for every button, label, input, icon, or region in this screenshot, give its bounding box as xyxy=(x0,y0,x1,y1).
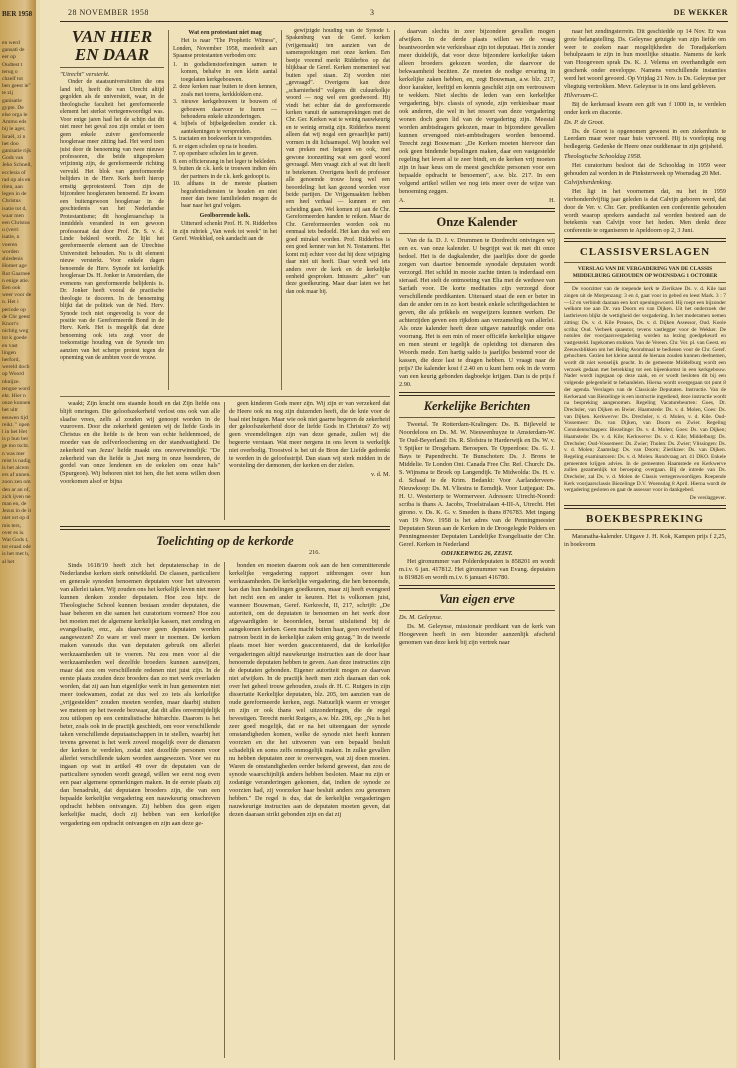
section-double-rule xyxy=(399,208,555,212)
list-item: 5. tractaten en boekwerken te verspreiden. xyxy=(173,136,273,143)
title-rule xyxy=(399,610,555,611)
kalender-heading: Onze Kalender xyxy=(436,215,518,229)
prohibition-list xyxy=(173,62,277,211)
classis-signature: De verslaggever. xyxy=(689,495,726,502)
column-divider xyxy=(394,30,395,1060)
degroot-text: Ds. de Groot is opgenomen geweest in een ziekenhuis te Leerdam maar weer naar huis vervoerd. Hij is voorlopig nog bedlegerig. Gedenke de Heere onze ouddienaar in zijn grijsheid. xyxy=(564,127,726,151)
signature-a: A. xyxy=(399,198,405,204)
vanhier-text-3: Uitterard schenkt Prof. H. N. Ridderbos in zijn rubriek „Van week tot week" in het Geref. Weekblad, ook aandacht aan de xyxy=(173,221,277,243)
classis-subheading: VERSLAG VAN DE VERGADERING VAN DE CLASSIS MIDDELBURG GEHOUDEN OP WOENSDAG 1 OCTOBER xyxy=(572,265,718,279)
list-item: 10. althans in de meeste plaatsen begrafenisdiensten te houden en niet meer dan twee familieleden mogen de baar naar het graf volgen. xyxy=(173,181,277,210)
title-rule xyxy=(399,417,555,418)
vanhier-col1 xyxy=(60,28,164,393)
berichten-address: ODIJKERWEG 26, ZEIST. xyxy=(441,550,513,557)
title-rule xyxy=(399,233,555,234)
hilversum-text: Bij de kerkeraad kwam een gift van f 1000 in, te verdelen onder kerk en diaconie. xyxy=(564,101,726,116)
title-rule xyxy=(564,262,726,263)
boek-text: Maranatha-kalender. Uitgave J. H. Kok, Kampen prijs f 2,25, in boekvorm xyxy=(564,532,726,548)
spine-text: en werd gansati de eer op Oudtest t terug o chzelf tot ben geest ie" te zij ganisatie gypte. De else orga le Ammo eds bij le ager, Israël, zi n het doo ganisatie rijk Gods van Jeho Schnell, ecclesia of rad op als en riten, aan legen in de Christus isatie tot d, waar men een Christus u (verri isatie, n voeren worden shiedenis Homer age Rut Gaarnee n enige atie. Een ook weer voor de n. Het i periode op de Chr geest Knorr's nichtig weg tot k goede en vast lingen herford, wereld doch op Woord nhuijze. tengoe word ekt. Hier n onze kunnen het uitr eeuwen tijd reikt. " open l in het Het is p hun ber ge mo tscht. n was mer reist is nadig is het alcem ers af unnen. zoon zen om den ar an of, zich ijven ne man en, de Jezus in de it niet ort op d mis ters, over es is. Wat Gods t, tot eraad ode is het met b, al het xyxy=(2,40,32,565)
toelichting-text-2: bonden en moeten daarom ook aan de hen committerende kerkelijke vergadering rapport uitbrengen over hun werkzaamheden. De kerkelijke vergadering, die hen benoemde, kan dan hun handelingen goedkeuren, maar zij heeft evengoed het recht een en ander te keuren. Het is volkomen juist, wanneer Bouwman, Geref. Kerkrecht, II, 217, schrijft: „De autoriteit, om de deputaten te benoemen en het werk door afgevaardigden te beoordelen, berust uitsluitend bij de aangekomen kerken. Geen macht buiten haar, geen overheid of patroon bezit in de kerkelijke zaken enig gezag." In de tweede plaats moet hier worden geaccentueerd, dat de kerkelijke vergaderingen altijd nauwkeurige instructies aan de door haar benoemde deputaten hebben te geven. Aan deze instructies zijn de deputaten gebonden. Eigener autoriteit mogen ze daarvan niet afwijken. In de practijk heeft men zich daaraan dan ook over het geheel trouw gehouden, zoals dr. H. C. Rutgers in zijn dissertatie Kerkelijke deputaten, blz. 205, ten aanzien van de oude gereformeerde kerken, zegt. Natuurlijk waren er vroeger en zijn er ook thans wel uitzonderingen, die de regel bevestigen. Terecht merkt Rutgers, a.w. blz. 206, op: „Nu is het zeer goed mogelijk, dat er na het uiteengaan der synode omstandigheden komen, welke de synode niet heeft kunnen voorzien en die het uitvoeren van een bepaald besluit schadelijk en soms zelfs onmogelijk maken. In zulke gevallen nu hebben deputaten zeer te overwegen, wat zij doen moeten. Waren de omstandigheden eerder bekend geweest, dan zou de synode waarschijnlijk anders hebben besloten. Maar nu zijn er zodanige veranderingen gekomen, dat, indien de synode ze voorzien had, zij voorzeker haar besluit anders zou genomen hebben." De regel is dus, dat de kerkelijke vergaderingen nauwkeurige instructies aan de deputaten moeten geven, dat dezen daaraan strikt gebonden zijn en dat zij xyxy=(229,562,390,819)
section-rule xyxy=(60,396,390,397)
schooldag-text: Het curatorium besloot dat de Schooldag in 1959 weer gehouden zal worden in de Pinksterweek op Woensdag 20 Mei. xyxy=(564,161,726,177)
continuation-signature: v. d. M. xyxy=(370,471,390,479)
list-item: 2. deze kerken naar buiten te doen kennen, zoals met torens, kerkklokken enz. xyxy=(173,84,277,98)
list-item: 3. nieuwe kerkgebouwen te bouwen of gebouwen daarvoor te huren — behoudens enkele uitzonderingen. xyxy=(173,99,277,120)
title-rule xyxy=(564,282,726,283)
kalender-text: Van de fa. D. J. v. Drummen te Dordrecht ontvingen wij een ex. van onze kalender. U begrijpt wat ik met dit onze bedoel. Het is de dagkalender, die jaarlijks door de goede zorgen van daartoe benoemde synodale deputaten wordt verzorgd. Het schild in mooie zachte tinten is inderdaad een sieraad. Het stelt de ontmoeting van Elia met de weduwe van Sarfath voor. De korte meditaties zijn verzorgd door verschillende predikanten. Uiteraard staat de een er beter in dan de ander om in zo kort bestek enkele schriftgedachten te geven, die als prikkels en wegwijzers kunnen werken. De achterzijden geven een rijkdom aan verzameling van allerlei. Als onze kalender heeft deze uitgave natuurlijk onder ons voorrang. Het is een min of meer officiële kerkelijke uitgave en men steunt er tegelijk de opleiding tot dienaren des Woords mede. Een hartig saldo is jaarlijks bestemd voor de kassen, die deze last te dragen hebben. U vraagt naar de prijs? De kalender kost f 2.40 en u kunt hem ook in de vorm van een keurig gebonden dagboekje krijgen. Dan is de prijs f 2.90. xyxy=(399,237,555,388)
toelichting-heading: Toelichting op de kerkorde xyxy=(156,534,294,548)
vanhier-heading-kolk: Geolborrende kolk. xyxy=(199,212,251,219)
classis-text: De voorzitter van de roepende kerk te Zierikzee Ds. v. d. Kile laat zingen uit de Morgenzang: 3 en 4, gaat voor in gebed en leest Mark. 3 : 7—12 en verbindt daaraan een kort openingswoord. Hij roept een bijzonder welkom toe aan Dr. van Doorn en van Dijken. Uit het onderzoek der lastbrieven blijkt de wettigheid der vergadering. In het moderamen nemen zitting: Ds. v. d. Kile Preases, Ds. v. d. Dijken Assessor, Oud. Koole scriba; Oud. Verbeek quaestor, tevens vastlegger voor de Wekker. De notulen der voorjaarsvergadering worden na lezing goedgekeurd en vastgesteld. Ingekomen stukken. Van de Vereen. Chr. Ver. pl. van Geest. en Zeeuwsblikken om het Heilig Avondmaal te bedienen voor de Chr. Geref. gehuchten. Gezien het kleine aantal de hieraan zouden kunnen deelnemen, wordt dit niet wenselijk geacht. In de gemeente Middelburg wordt een verzoek gedaan met betrekking tot een bijeenkomst in een kerkgebouw. Nader wordt ingegaan op deze zaak, en er wordt besloten dit bij een volgende gelegenheid te behandelen. Hierna wordt overgegaan tot punt 8 der agenda. Verslagen van de Classicale Deputaten. Instructie. Van de Kerkeraad van Biezelinge is een instructie ingediend, deze instructie wordt na bespreking aangenomen. Regeling Vacaturebeurten: Goes, Dr. Drechsler, van Dijken en Bwier. Haamstede: Ds. v. d. Molen, Goes: Ds. van Dijken. Kerkwerve: Ds. Drechsler, v. d. Molen, v. d. Kile. Oud-Vossemeer: Ds. van Dijken, van Doorn en Zwier. Regeling Consulentschappen: Biezelinge: Ds. v. d. Molen; Goes: Ds. van Dijken; Haamstede: Ds. v. d. Kile; Kerkwerve: Ds. v. d. Kile; Middelburg: Ds. Drechsler; Oud-Vossemeer: Ds. Zwier; Tholen: Ds. Zwier; Vlissingen: Ds. v. d. Molen; Zaamslag: Ds. van Doorn; Zierikzee: Ds. van Dijken. Regeling examinatoren: Ds. v. d. Molen. Rondvraag art. 41 DKO. Enkele gemeenten krijgen advies. In de gemeenten Haamstede en Kerkwerve zullen gezamenlijk tot beroeping overgaan. Bij de intrede van Ds. Drechsler, zal Ds. v. d. Molen de Classis vertegenwoordigen. Roepende Kerk voorjaarsclassis Biezelinge D.V. Woensdag 8 April. Hierna wordt de vergadering gesloten en gaat de assessor voor in dankgebed. xyxy=(564,286,726,494)
list-item: 6. er eigen scholen op na te houden. xyxy=(173,143,258,150)
vanhier-col2 xyxy=(173,28,277,393)
berichten-text: Tweetal. Te Rotterdam-Kralingen: Ds. B. Bijleveld te Noordeloos en Ds. M. W. Nieuwenhuyze te Amsterdam-W. Te Oud-Beyerland: Ds. R. Slofstra te Harderwijk en Ds. W. v. 't Spijker te Drogeham. Beroepen. Te Opperdoes: Ds. G. J. Bays te Papendrecht. Te Bunschoten: Ds. J. Brons te Middelie. Te London Ont. Canada Free Chr. Ref. Church: Ds. S. Wijnsma te Broek op Langendijk. Te Midwolda: Ds. H. v. d. Schaaf te de Krim. Bedankt: Voor Aarlanderveen-Nieuwkoop: Ds. M. Vliestra te Eemdijk. Voor Lutjegast: Ds. H. U. Westerterp te Wormerveer. Adressen: Utrecht-Noord: scriba is thans A. Jacobs, Troelstralaan 4-III-A, Utrecht. Het girono. v. Ds. K. G. v. Smeden is thans 876783. Met ingang van 19 Nov. 1958 is het adres van de Penningmeester Deputaten Steun aan de Kerken in de Droogelegde Polders en Penningmeester Deputaten Landelijke Evangelisatie der Chr. Geref. Kerken in Nederland xyxy=(399,421,555,548)
list-item: 8. een officiersrang in het leger te bekleden. xyxy=(173,158,277,165)
classis-heading: CLASSISVERSLAGEN xyxy=(579,245,711,258)
header-date: 28 NOVEMBER 1958 xyxy=(68,8,149,17)
header-paper-name: DE WEKKER xyxy=(673,8,728,17)
section-double-rule xyxy=(564,505,726,509)
continuation-right xyxy=(229,400,390,526)
vanhier-subtitle: "Utrecht" versterkt. xyxy=(60,71,110,78)
signature-h: H. xyxy=(549,198,555,204)
degroot-heading: Ds. P. de Groot. xyxy=(564,118,605,126)
spine-header: BER 1958 xyxy=(2,10,33,18)
calvijn-text: Het ligt in het voornemen dat, nu het in 1959 vierhonderdvijftig jaar geleden is dat Calvijn geboren werd, dat door de Ver. v. Chr. Ger. predikanten een conferentie gehouden wordt waarop sprekers aandacht zal worden besteed aan de betekenis van Calvijn voor het heden. Men denkt deze conferentie te organiseren te Apeldoorn op 2, 3 Juni. xyxy=(564,188,726,235)
column-divider xyxy=(168,30,169,390)
title-rule xyxy=(564,529,726,530)
toelichting-text-1: Sinds 1618/19 heeft zich het deputatenschap in de Nederlandse kerken sterk ontwikkeld. De classen, particuliere en generale synoden benoemen deputaten voor het uitvoeren van allerlei taken. Wij zouden ons het kerkelijk leven niet meer kunnen denken zonder deputaten. Hoe zou bijv. de Theologische School kunnen bestaan zonder deputaten, die haar beheren en die samen het curatorium vormen? Hoe zou het moeten met de algemene kerkelijke kassen, met zending en evangelisatie, enz., als daarvoor geen deputaten worden aangewezen? Zo ware er veel meer te noemen. De kerken maken vanouds dus van deputaten gebruik om allerlei werkzaamheden uit te voeren. Nu zou men voor al die werkzaamheden wel dezelfde broeders kunnen aanwijzen, maar dat zou om verschillende redenen niet juist zijn. In de eerste plaats zouden deze broeders dan zo met werk overladen worden, dat zij aan hun eigenlijke werk in hun gemeenten niet meer toekwamen, zodat ze dus wel zo iets als kerkelijke „vrijgestelden" zouden moeten worden, maar daarbij stuiten we meteen op het tweede bezwaar, dat dit alles onvermijdelijk zou uitlopen op een centralistische hiërarchie. Daarom is het beter, zoals ook in de practijk geschiedt, om voor verschillende taken verschillende deputaatschappen in te stellen, waarbij het tevens gewenst is het werk zoveel mogelijk over de dienaren der kerken te verdelen, zodat niet dezelfde personen voor allerlei verschillende taken worden aangewezen. Voor we nu ingaan op wat in artikel 49 over de deputaten van de particuliere synoden wordt gezegd, willen we eerst nog even een paar algemene opmerkingen maken. In de eerste plaats zij dan benadrukt, dat deputaten broeders zijn, die van een bepaalde kerkelijke vergadering een nauwkeurig omschreven opdracht hebben ontvangen. Zij hebben dus geen eigen kerkelijke macht, doch zij hebben van een kerkelijke vergadering een opdracht ontvangen en zijn aan deze ge- xyxy=(60,562,220,827)
page-header xyxy=(48,8,728,22)
list-item: 4. bijbels of bijbelgedeelten zonder r.k. aantekeningen te verspreiden. xyxy=(173,121,277,135)
book-spine xyxy=(0,0,36,1068)
column-divider xyxy=(559,30,560,1060)
geleynse-text: naar het zendingsterrein. Dit geschiedde op 14 Nov. Er was grote belangstelling. Ds. Geleynse getuigde van zijn liefde om weer te zoeken naar mogelijkheden de Toradjakerken behulpzaam te zijn in hun moeilijke situatie. Namens de kerk van Hoogeveen sprak Ds. K. J. Velema en overhandigde een geschenk onder enveloppe. Namens verschillende instanties werd het woord gevoerd. Op Vrijdag 21 Nov. is Ds. Geleynse per vliegtuig vertrokken. Mevr. Geleynse is in ons land gebleven. xyxy=(564,28,726,90)
vanhier-text-1: Onder de staatsuniversiteiten die ons land telt, heeft die van Utrecht altijd gegolden als de universiteit, waar, in de theologische faculteit het gereformeerde element het sterkst vertegenwoordigd was. Voor enige jaren had het de schijn dat dit niet meer het geval zou zijn omdat er toen geen enkele zuiver gereformeerde hoogleraar meer zitting had. Het werd toen juist door de benoeming van twee nieuwe professoren, die beide uitgesproken vrijzinnig zijn, de gereformeerde richting vervuld. Het blok van gereformeerde belijders in de Herv. Kerk heeft hierop ernstig geprotesteerd. Toen zijn de bijzondere hoogleraren benoemd. Er kwam een buitengewoon hoogleraar in de geschiedenis van het Nederlandse Protestantisme; dit hoogleraarschap is inmiddels veranderd in een gewoon professoraat dat door Prof. Dr. S. v. d. Linde bekleed wordt. Ze lijkt het gereformeerde element aan de Utrechtse Universiteit behouden. Nu is dit element nieuw versterkt. Voor enkele dagen benoemde de Herv. Synode tot kerkelijk hoogleraar Ds. H. Jonker te Amsterdam, die eveneens van gereformeerde belijdenis is. Dr. Jonker heeft vooral de practische theologie te doceren. In de benoeming blijkt dat de politiek van de Ned. Herv. Synode toch niet ongevoelig is voor de positie van de Gereformeerde Bond in de Herv. Kerk. Het is mogelijk dat deze benoeming ook iets zegt voor de toekomstige houding van de Synode ten aanzien van het scherpe protest tegen de opneming van de ambten voor de vrouw. xyxy=(60,79,164,362)
middle-col xyxy=(399,28,555,1064)
erve-subheading: Ds. M. Geleynse. xyxy=(399,614,443,621)
continuation-left xyxy=(60,400,220,522)
vanhier-col3 xyxy=(286,28,390,393)
header-page-number: 3 xyxy=(370,8,375,17)
section-double-rule xyxy=(564,238,726,242)
column-divider xyxy=(224,402,225,520)
vanhier-heading-spanje: Wat een protestant niet mag xyxy=(188,30,262,36)
section-double-rule xyxy=(399,585,555,589)
toelichting-number: 216. xyxy=(308,549,320,556)
boek-heading: BOEKBESPREKING xyxy=(586,512,704,525)
erve-heading: Van eigen erve xyxy=(439,592,515,606)
title-rule xyxy=(60,67,164,68)
vanhier-title: VAN HIER EN DAAR xyxy=(71,28,153,64)
list-item: 1. in godsdienstoefeningen samen te komen, behalve in een klein aantal toegelaten kerkgebouwen. xyxy=(173,61,277,83)
deputaten-signature xyxy=(399,197,555,205)
toelichting-col1 xyxy=(60,562,220,1062)
toelichting-title xyxy=(60,534,390,556)
right-col xyxy=(564,28,726,1064)
hilversum-heading: Hilversum-C. xyxy=(564,92,599,100)
calvijn-heading: Calvijnherdenking. xyxy=(564,179,613,187)
continuation-text-left: waakt; Zijn kracht ons staande houdt en dat Zijn liefde ons blijft omringen. Die geloofszekerheid verlost ons ook van alle slaafse vrees, zelfs al zouden wij genoopt worden in de vuuroven. Door die zekerheid genieten wij de liefde Gods in Christus en die liefde is de bron van echte heldenmoed, de moeder van de zelfverloochening en der standvastigheid. De zekerheid van Jezus' liefde maakt ons onoverwinnelijk: "De zekerheid van die liefde is „het merg in onze beenderen, de gordel van onze lendenen en de eekelen om onze hals" (Spurgeon). Wij behoren niet tot hen, die het soms willen doen voorkomen alsof er bijna xyxy=(60,400,220,485)
continuation-text-right: geen kinderen Gods meer zijn. Wij zijn er van verzekerd dat de Heere ook nu nog zijn duizenden heeft, die de knie voor de baal niet buigen. Maar wie ook niet gaarne begeren de zekerheid der geloofszekerheid door de liefde Gods in Christus? Zo wij geen vreemdelingen zijn van deze genade, zullen wij die begeerte verstaan. Wat meer nergens in ons leven is werkelijk niet overbodig. Troostvol is het uit de Bron der Liefde gedrenkt te worden in de geloofsstrijd. Dan staan wij sterk midden in de worsteling der dæmonen, der kerken en der zielen. xyxy=(229,400,390,470)
column-divider xyxy=(224,562,225,1058)
section-double-rule xyxy=(60,526,390,530)
header-rule xyxy=(60,21,728,22)
berichten-tail: Het gironummer van Polderdeputaten is 858201 en wordt m.i.v. 6 jan. 417812. Het gironummer van Evang. deputaten is 819826 en wordt m.i.v. 6 januari 416780. xyxy=(399,558,555,581)
newspaper-page xyxy=(40,0,736,1068)
list-item: 9. buiten de r.k. kerk te trouwen indien één der partners in de r.k. kerk gedoopt is. xyxy=(173,166,277,180)
vanhier-text-2: Het is naar "The Prophetic Witness", Londen, November 1958, meedeelt aan Spaanse protestanten verboden om: xyxy=(173,38,277,60)
berichten-heading: Kerkelijke Berichten xyxy=(423,399,531,413)
section-double-rule xyxy=(399,392,555,396)
column-divider xyxy=(281,30,282,390)
list-item: 7. op openbare scholen les te geven. xyxy=(173,151,259,158)
toelichting-col2 xyxy=(229,562,390,1062)
deputaten-text: daarvan slechts in zeer bijzondere gevallen mogen afwijken. In de derde plaats willen we de vraag beantwoorden wie verkiesbaar zijn tot deputaat. Het is zonder meer duidelijk, dat voor deze bijzondere kerkelijke taken alleen broeders gekozen worden, die daarvoor de bekwaamheid bezitten. Ze moeten de nodige ervaring in kerkelijke zaken hebben, en, zegt Bouwman, a.w. blz. 217, door karakter, leeftijd en kennis geschikt zijn om vertrouwen te wekken. Niet slechts de leden van een kerkelijke vergadering, bijv. classis of synode, zijn verkiesbaar maar ook anderen, die wel in het ressort van deze vergadering wonen doch geen lid van de vergadering zijn. Meestal worden ambtsdragers gekozen, maar in bijzondere gevallen kunnen ervengoed niet-ambtsdragers worden benoemd. Terecht zegt Bouwman: „De Kerken moeten hiervoor dan ook geen bindende bepalingen maken, daar een vastgestelde regeling het leven al te zeer bindt, en de kerken vrij moeten zijn in haar keus om de meest geschikte personen voor een bepaalde opdracht te benoemen", a.w. blz. 217. In een volgend artikel willen we nog iets meer over de wijze van benoeming zeggen. xyxy=(399,28,555,195)
vanhier-text-4: gewijzigde houding van de Synode t. Spakenburg van de Geref. kerken (vrijgemaakt) ten aanzien van de samensprekingen met onze kerken. Een beetje vreemd merkt Ridderbos op dat blijkbaar de Geref. Kerken momenteel wat buiten spel staan. Zij worden niet „gevraagd". Overigens kan deze „scharnierheid" volgens dit culuurkolkje woord — nog wel een goedwoord. Hij vindt het echter dat de gereformeerde kerken vanuit de samensprekingen met de Chr. Ger. Kerken wat te weinig nauwkeurig en te weinig ernstig zijn. Ridderbos meent alleen dat wij nogal een gevaarlijke partij vormen in dit lichaamspel. Wij houden wel van preken met hetgeen en ook, met gewone toonzetting wat een goed woord gevraagd. Men vraagt zich af wat dit heeft te betekenen. Overigens heeft de professor alle genoemde trouw hoog wel een beoordeling: het kan gezond worden voor beide partijen. De Vrijgemaakten hebben een heel verhaal — kunnen er een scheiding gaan. Wel komen zij aan de Chr. Gereformeerden handen te reiken. Maar de Chr. Gereformeerden worden ook nu eenmaal iets bedoeld. Het kan dus wel een goed mirakel worden. Prof. Ridderbos is een goed kenner van het N. Testament. Het komt mij echter voor dat hij deze wijziging daar niet uit heeft. Daar wordt wel iets anders over de kerk en de kerkelijke eenheid gesproken. Intussen: „alter" van deze goedkeuring. Maar daar laten we het dan ook maar bij. xyxy=(286,28,390,295)
schooldag-heading: Theologische Schooldag 1958. xyxy=(564,152,642,160)
erve-text: Ds. M. Geleynse, missionair predikant van de kerk van Hoogeveen heeft in een bizonder aanzenlijk afscheid genomen van deze kerk bij zijn vertrek naar xyxy=(399,623,555,646)
